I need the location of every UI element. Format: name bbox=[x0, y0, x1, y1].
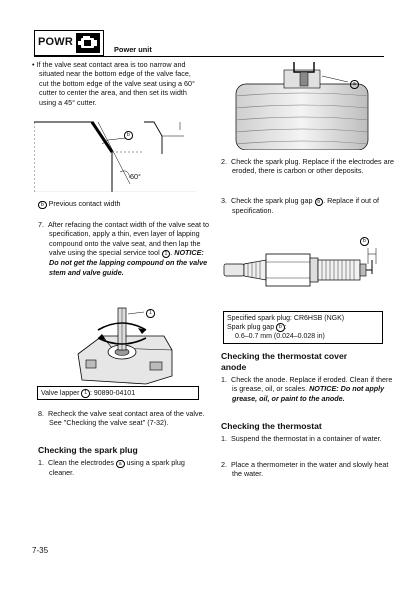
fig1-angle-label: 60° bbox=[130, 172, 141, 181]
valve-lapper-spec-box bbox=[37, 386, 199, 400]
fig2-callout-1: 1 bbox=[146, 309, 155, 318]
valve-lapper-figure bbox=[72, 306, 176, 386]
spec-line-gap-value: 0.6–0.7 mm (0.024–0.028 in) bbox=[235, 332, 325, 340]
step-8-number: 8. bbox=[38, 409, 44, 418]
anode-heading-line1: Checking the thermostat cover bbox=[221, 351, 348, 361]
spark-step-1-text-b: using a spark plug cleaner. bbox=[49, 458, 185, 478]
spark-step-3-marker: b bbox=[315, 198, 324, 207]
fig3-callout-a: a bbox=[350, 80, 359, 89]
spark-step-3-text-b: . Replace if out of specification. bbox=[232, 196, 380, 216]
fig1-callout-b: b bbox=[124, 131, 133, 140]
step-7-text-a: After refacing the contact width of the valve seat to specification, apply a thin, even layer of lapping compound onto the valve seat, and then lap the valve using the special service tool bbox=[48, 220, 210, 258]
anode-step-1-notice: NOTICE: Do not apply grease, oil, or paint to the anode. bbox=[232, 384, 385, 403]
thermo-step-1-text: Suspend the thermostat in a container of water. bbox=[231, 434, 382, 443]
spec-gap-marker: b bbox=[276, 323, 285, 332]
thermo-step-2 bbox=[221, 460, 396, 479]
spark-step-2-text: Check the spark plug. Replace if the electrodes are eroded, there is carbon or other deposits. bbox=[231, 157, 395, 176]
bullet-text: If the valve seat contact area is too narrow and situated near the bottom edge of the valve face, cut the bottom edge of the valve seat using a 60° cutter to center the area, and then set its width using a 45° cutter. bbox=[36, 60, 195, 107]
valve-seat-cutter-figure bbox=[34, 114, 196, 192]
spark-plug-spec-box bbox=[223, 311, 383, 344]
spark-step-3-text-a: Check the spark plug gap bbox=[231, 196, 315, 205]
thermo-step-1 bbox=[221, 434, 396, 443]
caption-marker-b: b bbox=[38, 201, 47, 210]
anode-step-1 bbox=[221, 375, 396, 403]
figure-caption bbox=[38, 199, 121, 209]
spark-step-1 bbox=[38, 458, 211, 478]
spark-step-1-marker: a bbox=[116, 460, 125, 469]
thermo-step-1-number: 1. bbox=[221, 434, 227, 443]
spec-line-plug: Specified spark plug: CR6HSB (NGK) bbox=[227, 314, 345, 322]
step-7-text-b: . bbox=[170, 248, 175, 258]
spark-step-3 bbox=[221, 196, 396, 216]
bullet-paragraph: • If the valve seat contact area is too narrow and situated near the bottom edge of the valve face, cut the bottom edge of the valve seat using a 60° cutter to center the area, and then set its width using a 45° cutter. bbox=[32, 60, 195, 107]
spark-step-1-text-a: Clean the electrodes bbox=[48, 458, 116, 467]
tool-label: Valve lapper bbox=[41, 389, 82, 397]
fig4-callout-b: b bbox=[360, 237, 369, 246]
step-7 bbox=[38, 220, 211, 277]
step-8 bbox=[38, 409, 211, 428]
spark-plug-gap-figure bbox=[222, 234, 384, 306]
heading-thermostat-cover-anode bbox=[221, 351, 391, 373]
heading-checking-thermostat: Checking the thermostat bbox=[221, 421, 322, 431]
spark-step-1-number: 1. bbox=[38, 458, 44, 467]
tool-marker: 1 bbox=[81, 389, 90, 398]
thermo-step-2-text: Place a thermometer in the water and slowly heat the water. bbox=[231, 460, 389, 479]
heading-checking-spark-plug: Checking the spark plug bbox=[38, 445, 138, 455]
step-7-notice: NOTICE: Do not get the lapping compound on the valve stem and valve guide. bbox=[49, 248, 208, 277]
step-8-text: Recheck the valve seat contact area of the valve. See "Checking the valve seat" (7-32). bbox=[48, 409, 205, 428]
anode-step-1-number: 1. bbox=[221, 375, 227, 384]
anode-heading-line2: anode bbox=[221, 362, 247, 372]
step-7-marker: 1 bbox=[162, 250, 171, 259]
section-code: POWR bbox=[38, 36, 74, 48]
caption-text: Previous contact width bbox=[48, 199, 121, 208]
spec-line-gap-label: Spark plug gap b : bbox=[227, 323, 287, 331]
section-title: Power unit bbox=[114, 45, 152, 54]
header-rule bbox=[34, 56, 384, 57]
spark-step-2 bbox=[221, 157, 396, 176]
page-number: 7-35 bbox=[32, 546, 49, 555]
anode-step-1-text: Check the anode. Replace if eroded. Clean if there is grease, oil, or scales. bbox=[231, 375, 393, 394]
step-7-number: 7. bbox=[38, 220, 44, 229]
thermo-step-2-number: 2. bbox=[221, 460, 227, 469]
spark-step-3-number: 3. bbox=[221, 196, 227, 205]
tool-value: : 90890-04101 bbox=[89, 389, 136, 397]
spark-step-2-number: 2. bbox=[221, 157, 227, 166]
spark-plug-cleaning-figure bbox=[222, 62, 382, 150]
engine-icon bbox=[76, 33, 100, 53]
